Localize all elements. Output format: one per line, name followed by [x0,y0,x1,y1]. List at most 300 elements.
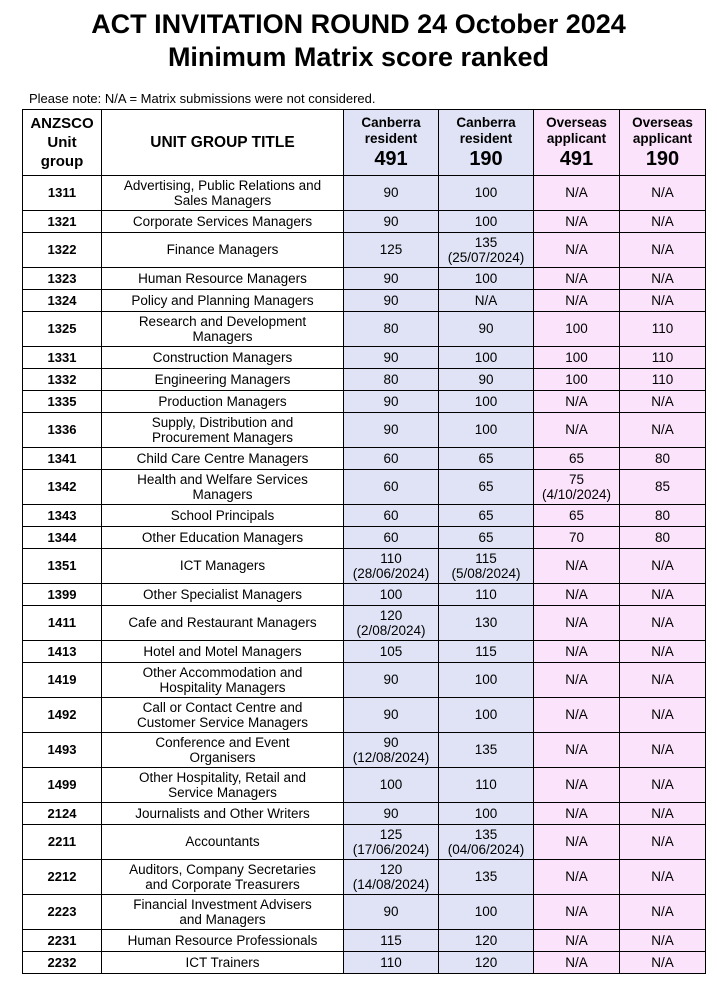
overseas-190-cell-line: N/A [651,213,674,229]
title-cell-line: Human Resource Professionals [127,932,318,948]
overseas-190-cell-line: N/A [651,777,674,793]
canberra-491-cell [344,211,439,233]
title-cell [102,211,344,233]
table-row [23,268,706,290]
table-row [23,527,706,549]
canberra-491-cell-line: 90 [383,213,399,229]
canberra-491-cell-line: (28/06/2024) [352,566,430,581]
canberra-190-cell [439,233,534,268]
unit-group-code: 1343 [23,505,102,527]
title-cell-line: Organisers [189,750,256,765]
title-cell [102,470,344,505]
table-row [23,733,706,768]
overseas-491-cell-line: N/A [565,707,588,723]
overseas-491-cell-line: N/A [565,586,588,602]
overseas-190-cell-line: N/A [651,954,674,970]
overseas-491-cell-line: N/A [565,422,588,438]
overseas-190-cell-line: 80 [654,529,671,545]
table-row [23,663,706,698]
overseas-491-cell [534,606,620,641]
title-cell [102,860,344,895]
unit-group-code: 1335 [23,391,102,413]
overseas-190-cell-line: N/A [651,742,674,758]
unit-group-code: 1321 [23,211,102,233]
overseas-190-cell [620,606,706,641]
canberra-491-cell-line: (12/08/2024) [352,750,430,765]
canberra-491-cell-line: 90 [383,904,399,920]
header-code-line: group [40,153,84,170]
canberra-491-cell [344,930,439,952]
table-row [23,290,706,312]
table-row [23,930,706,952]
overseas-491-cell-line: 100 [565,321,588,337]
title-cell-line: Financial Investment Advisers [133,896,312,912]
table-row [23,391,706,413]
table-row [23,584,706,606]
header-visa-number: 491 [374,148,408,170]
canberra-491-cell-line: 100 [379,777,403,793]
canberra-491-cell-line: 110 [380,954,402,970]
canberra-491-cell-line: 115 [380,932,402,948]
canberra-491-cell [344,268,439,290]
title-cell [102,698,344,733]
canberra-190-cell [439,505,534,527]
table-row [23,176,706,211]
unit-group-code: 1324 [23,290,102,312]
unit-group-code: 2232 [23,952,102,974]
unit-group-code: 1413 [23,641,102,663]
overseas-491-cell-line: 75 [568,471,585,487]
overseas-190-cell [620,895,706,930]
overseas-190-cell [620,584,706,606]
title-cell-line: Auditors, Company Secretaries [129,861,316,877]
canberra-491-cell [344,803,439,825]
title-cell-line: Advertising, Public Relations and [123,177,322,193]
overseas-190-cell [620,312,706,347]
canberra-491-cell [344,527,439,549]
overseas-491-cell [534,825,620,860]
title-cell [102,584,344,606]
canberra-190-cell [439,391,534,413]
overseas-190-cell [620,211,706,233]
overseas-491-cell [534,733,620,768]
table-row [23,505,706,527]
canberra-491-cell-line: 90 [383,349,399,365]
canberra-491-cell [344,413,439,448]
canberra-190-cell-line: 100 [474,904,498,920]
canberra-491-cell [344,641,439,663]
overseas-190-cell [620,391,706,413]
canberra-190-cell [439,641,534,663]
table-row [23,470,706,505]
table-row [23,312,706,347]
unit-group-code: 2212 [23,860,102,895]
canberra-491-cell [344,825,439,860]
table-row [23,860,706,895]
overseas-491-cell-line: N/A [565,932,588,948]
canberra-190-cell [439,698,534,733]
unit-group-code: 2211 [23,825,102,860]
overseas-491-cell-line: 100 [565,349,588,365]
canberra-190-cell [439,312,534,347]
overseas-190-cell-line: N/A [651,869,674,885]
overseas-491-cell [534,268,620,290]
canberra-190-cell [439,369,534,391]
unit-group-code: 1344 [23,527,102,549]
overseas-190-cell [620,930,706,952]
overseas-190-cell-line: N/A [651,292,674,308]
canberra-491-cell [344,369,439,391]
canberra-190-cell-line: 100 [474,422,498,438]
matrix-score-table [22,109,706,974]
overseas-491-cell [534,803,620,825]
overseas-491-cell-line: N/A [565,615,588,631]
title-cell [102,347,344,369]
canberra-190-cell-line: 100 [474,805,498,821]
canberra-190-cell [439,930,534,952]
canberra-190-cell-line: 100 [474,672,498,688]
overseas-190-cell [620,470,706,505]
title-cell [102,176,344,211]
table-row [23,448,706,470]
overseas-491-cell [534,698,620,733]
canberra-190-cell-line: 135 [474,234,498,250]
title-cell-line: Policy and Planning Managers [131,292,314,308]
overseas-491-cell [534,176,620,211]
overseas-491-cell [534,895,620,930]
overseas-190-cell-line: N/A [651,185,674,201]
header-canberra-491 [344,110,439,176]
overseas-491-cell-line: 100 [565,371,588,387]
unit-group-code: 1499 [23,768,102,803]
canberra-190-cell [439,470,534,505]
canberra-491-cell [344,952,439,974]
unit-group-code: 1331 [23,347,102,369]
table-row [23,413,706,448]
title-cell [102,505,344,527]
canberra-491-cell-line: 120 [379,861,403,877]
overseas-190-cell [620,663,706,698]
overseas-491-cell-line: N/A [565,185,588,201]
title-cell [102,369,344,391]
title-cell-line: Call or Contact Centre and [142,699,303,715]
overseas-190-cell-line: 80 [654,507,671,523]
unit-group-code: 1322 [23,233,102,268]
overseas-491-cell-line: (4/10/2024) [541,487,612,502]
title-cell-line: and Managers [179,912,266,927]
overseas-491-cell [534,470,620,505]
canberra-491-cell-line: 105 [379,643,403,659]
canberra-190-cell-line: N/A [474,292,498,308]
canberra-491-cell-line: 90 [383,292,399,308]
header-code-line: ANZSCO [30,115,94,132]
table-row [23,369,706,391]
canberra-491-cell [344,312,439,347]
overseas-190-cell-line: 85 [654,479,671,495]
overseas-190-cell [620,176,706,211]
unit-group-code: 1325 [23,312,102,347]
overseas-491-cell [534,233,620,268]
title-cell-line: Accountants [185,834,260,850]
overseas-190-cell [620,641,706,663]
header-visa-number: 491 [559,148,594,170]
canberra-190-cell [439,803,534,825]
canberra-190-cell [439,768,534,803]
canberra-491-cell [344,698,439,733]
canberra-190-cell-line: 100 [474,185,498,201]
canberra-190-cell [439,290,534,312]
overseas-491-cell [534,641,620,663]
header-line: Overseas [546,115,607,130]
header-overseas-190 [620,110,706,176]
canberra-491-cell [344,549,439,584]
overseas-491-cell [534,211,620,233]
title-cell-line: Other Specialist Managers [142,586,303,602]
overseas-190-cell [620,505,706,527]
title-cell-line: Managers [192,487,253,502]
canberra-491-cell-line: 80 [383,321,399,337]
canberra-190-cell [439,527,534,549]
canberra-491-cell-line: 90 [383,393,399,409]
page-subtitle: Minimum Matrix score ranked [167,42,550,72]
canberra-190-cell-line: 100 [474,270,498,286]
canberra-491-cell [344,448,439,470]
overseas-190-cell-line: N/A [651,672,674,688]
title-cell-line: and Corporate Treasurers [145,877,300,892]
canberra-491-cell [344,391,439,413]
canberra-491-cell [344,606,439,641]
table-row [23,952,706,974]
title-cell-line: Journalists and Other Writers [135,805,310,821]
canberra-491-cell [344,290,439,312]
overseas-190-cell-line: N/A [651,643,674,659]
unit-group-code: 1323 [23,268,102,290]
overseas-491-cell [534,549,620,584]
overseas-190-cell-line: N/A [651,615,674,631]
title-cell-line: Hotel and Motel Managers [143,643,302,659]
title-cell-line: ICT Trainers [185,954,260,970]
overseas-491-cell-line: 65 [568,507,585,523]
title-cell [102,606,344,641]
canberra-190-cell [439,176,534,211]
header-line: resident [459,131,513,146]
table-row [23,768,706,803]
overseas-190-cell-line: N/A [651,586,674,602]
title-cell [102,290,344,312]
unit-group-code: 1341 [23,448,102,470]
overseas-491-cell [534,768,620,803]
canberra-190-cell-line: (5/08/2024) [451,566,521,581]
canberra-491-cell [344,505,439,527]
table-row [23,698,706,733]
title-cell [102,952,344,974]
canberra-190-cell-line: 135 [474,869,498,885]
title-cell [102,663,344,698]
canberra-491-cell-line: 120 [379,607,403,623]
overseas-491-cell [534,505,620,527]
title-cell-line: Health and Welfare Services [137,471,308,487]
title-cell [102,448,344,470]
table-row [23,825,706,860]
canberra-190-cell [439,663,534,698]
canberra-491-cell [344,233,439,268]
table-row [23,549,706,584]
header-canberra-190 [439,110,534,176]
canberra-190-cell-line: 135 [474,826,498,842]
canberra-190-cell-line: 115 [475,643,497,659]
table-row [23,233,706,268]
title-cell [102,391,344,413]
unit-group-code: 1419 [23,663,102,698]
title-cell-line: Customer Service Managers [136,715,309,730]
canberra-190-cell-line: 65 [478,529,494,545]
canberra-491-cell-line: (17/06/2024) [352,842,430,857]
note-text: Please note: N/A = Matrix submissions were not considered. [29,91,376,106]
canberra-190-cell-line: 100 [474,349,498,365]
canberra-190-cell-line: 65 [478,507,494,523]
canberra-491-cell [344,768,439,803]
title-cell-line: Hospitality Managers [159,680,286,695]
title-cell-line: Construction Managers [152,349,293,365]
canberra-190-cell-line: 65 [478,479,494,495]
canberra-190-cell [439,347,534,369]
title-cell [102,527,344,549]
unit-group-code: 1311 [23,176,102,211]
title-cell-line: Corporate Services Managers [132,213,313,229]
canberra-190-cell [439,413,534,448]
overseas-190-cell [620,413,706,448]
canberra-491-cell-line: 90 [383,270,399,286]
overseas-190-cell [620,698,706,733]
canberra-491-cell-line: 60 [383,529,399,545]
canberra-190-cell [439,211,534,233]
overseas-190-cell [620,825,706,860]
overseas-491-cell-line: N/A [565,393,588,409]
overseas-491-cell-line: N/A [565,834,588,850]
canberra-190-cell-line: 65 [478,450,494,466]
canberra-190-cell [439,549,534,584]
canberra-491-cell-line: 90 [383,672,399,688]
title-cell-line: Finance Managers [166,242,279,258]
overseas-491-cell-line: N/A [565,242,588,258]
unit-group-code: 1342 [23,470,102,505]
unit-group-code: 1351 [23,549,102,584]
canberra-190-cell [439,733,534,768]
overseas-190-cell-line: 110 [651,321,674,337]
canberra-491-cell [344,470,439,505]
unit-group-code: 1332 [23,369,102,391]
overseas-491-cell [534,448,620,470]
overseas-190-cell [620,733,706,768]
title-cell-line: Managers [192,329,253,344]
header-anzsco-unit-group [23,110,102,176]
title-cell-line: ICT Managers [179,558,266,574]
overseas-491-cell [534,930,620,952]
overseas-491-cell-line: N/A [565,558,588,574]
canberra-190-cell-line: 90 [478,371,494,387]
overseas-190-cell [620,233,706,268]
overseas-491-cell-line: N/A [565,672,588,688]
overseas-190-cell-line: N/A [651,558,674,574]
page-title: ACT INVITATION ROUND 24 October 2024 [91,9,626,39]
overseas-491-cell [534,413,620,448]
canberra-190-cell-line: 100 [474,213,498,229]
overseas-190-cell [620,860,706,895]
canberra-491-cell-line: 125 [379,826,403,842]
overseas-491-cell [534,391,620,413]
canberra-190-cell-line: 135 [474,742,498,758]
title-cell-line: Cafe and Restaurant Managers [128,615,317,631]
title-cell-line: Other Accommodation and [142,664,303,680]
title-cell-line: Production Managers [158,393,287,409]
title-cell [102,825,344,860]
overseas-491-cell-line: N/A [565,643,588,659]
header-code-line: Unit [47,134,77,151]
canberra-491-cell-line: 90 [383,805,399,821]
table-body [23,176,706,974]
title-cell [102,641,344,663]
overseas-190-cell [620,369,706,391]
overseas-190-cell [620,549,706,584]
overseas-491-cell-line: N/A [565,805,588,821]
header-unit-group-title: UNIT GROUP TITLE [102,110,344,176]
canberra-491-cell-line: 90 [383,422,399,438]
overseas-190-cell-line: N/A [651,270,674,286]
header-line: Overseas [632,115,693,130]
canberra-491-cell-line: 60 [383,507,399,523]
overseas-190-cell [620,952,706,974]
unit-group-code: 1411 [23,606,102,641]
overseas-491-cell-line: 65 [568,450,585,466]
overseas-190-cell-line: N/A [651,393,674,409]
overseas-190-cell-line: 110 [651,371,674,387]
canberra-491-cell-line: 90 [383,707,399,723]
overseas-190-cell [620,268,706,290]
header-visa-number: 190 [469,148,503,170]
title-cell-line: Procurement Managers [151,430,294,445]
overseas-491-cell [534,584,620,606]
canberra-491-cell [344,663,439,698]
title-cell [102,312,344,347]
canberra-190-cell-line: 100 [474,707,498,723]
table-row [23,606,706,641]
overseas-491-cell-line: N/A [565,777,588,793]
canberra-491-cell-line: 100 [379,586,403,602]
canberra-190-cell [439,448,534,470]
table-row [23,211,706,233]
overseas-190-cell [620,803,706,825]
title-cell [102,549,344,584]
title-cell-line: Child Care Centre Managers [136,450,309,466]
table-row [23,803,706,825]
title-cell [102,803,344,825]
overseas-491-cell [534,347,620,369]
unit-group-code: 2223 [23,895,102,930]
title-cell-line: Supply, Distribution and [151,414,294,430]
overseas-190-cell-line: N/A [651,932,674,948]
canberra-491-cell-line: 80 [383,371,399,387]
overseas-491-cell-line: N/A [565,904,588,920]
unit-group-code: 1399 [23,584,102,606]
canberra-491-cell-line: 125 [379,242,403,258]
header-line: applicant [632,131,693,146]
title-cell-line: Research and Development [138,313,307,329]
overseas-190-cell-line: N/A [651,422,674,438]
table-row [23,895,706,930]
title-cell-line: Conference and Event [155,734,290,750]
overseas-190-cell [620,448,706,470]
canberra-491-cell-line: (14/08/2024) [352,877,430,892]
